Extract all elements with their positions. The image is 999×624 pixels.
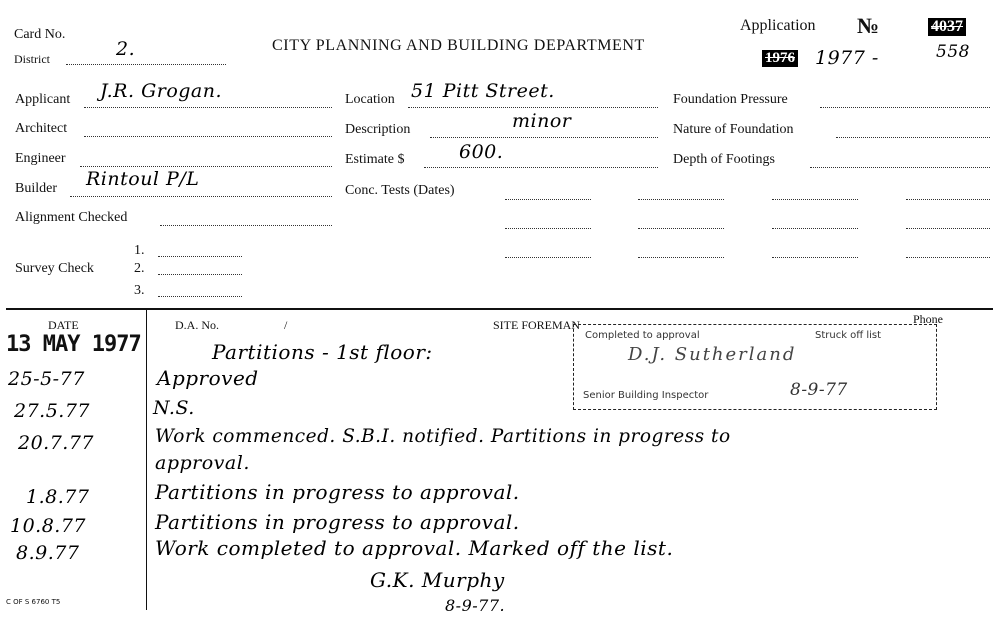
log-date: 13 MAY 1977 [6, 332, 141, 357]
foundation-pressure-label: Foundation Pressure [673, 92, 788, 107]
conc-blank [906, 199, 990, 200]
builder-line [70, 196, 332, 197]
conc-blank [638, 228, 724, 229]
stamp-line-struck: Struck off list [815, 330, 882, 341]
card-no-label: Card No. [14, 27, 66, 42]
builder-label: Builder [15, 181, 57, 196]
log-date: 27.5.77 [14, 400, 91, 422]
log-date: 8.9.77 [16, 542, 80, 564]
conc-blank [772, 228, 858, 229]
alignment-checked-label: Alignment Checked [15, 210, 128, 225]
stamp-line-inspector: Senior Building Inspector [583, 390, 709, 401]
log-entry: Partitions in progress to approval. [155, 480, 520, 504]
application-number: 558 [936, 42, 970, 62]
district-label: District [14, 52, 50, 66]
location-label: Location [345, 92, 395, 107]
da-no-header: D.A. No. [175, 318, 219, 332]
struck-year: 1976 [762, 50, 798, 67]
applicant-label: Applicant [15, 92, 71, 107]
conc-blank [638, 257, 724, 258]
estimate-label: Estimate $ [345, 152, 405, 167]
form-code: C OF S 6760 T5 [6, 598, 61, 606]
log-entry: Work commenced. S.B.I. notified. Partitions in progress to [155, 426, 731, 447]
description-line [430, 137, 658, 138]
application-label: Application [740, 17, 816, 34]
conc-blank [505, 199, 591, 200]
log-date: 1.8.77 [26, 486, 90, 508]
inspector-signature: G.K. Murphy [370, 568, 505, 592]
engineer-label: Engineer [15, 151, 66, 166]
engineer-line [80, 166, 332, 167]
survey-3-line [158, 296, 242, 297]
signature-date: 8-9-77. [445, 596, 506, 615]
conc-blank [906, 257, 990, 258]
section-divider [6, 308, 993, 310]
depth-of-footings-line [810, 167, 990, 168]
stamp-name: D.J. Sutherland [628, 344, 797, 365]
nature-of-foundation-label: Nature of Foundation [673, 122, 794, 137]
page-title: CITY PLANNING AND BUILDING DEPARTMENT [272, 37, 645, 54]
log-entry: Partitions - 1st floor: [212, 340, 433, 364]
description-label: Description [345, 122, 411, 137]
log-entry: approval. [155, 452, 250, 474]
survey-1-label: 1. [134, 243, 145, 258]
district-value: 2. [116, 38, 136, 60]
stamp-line-completed: Completed to approval [585, 330, 700, 341]
survey-1-line [158, 256, 242, 257]
district-dotted-line [66, 64, 226, 65]
conc-blank [638, 199, 724, 200]
phone-header: Phone [913, 312, 943, 326]
alignment-line [160, 225, 332, 226]
builder-value: Rintoul P/L [86, 168, 200, 190]
conc-blank [505, 257, 591, 258]
application-year: 1977 - [815, 47, 879, 69]
estimate-line [424, 167, 658, 168]
conc-blank [772, 199, 858, 200]
log-date: 25-5-77 [8, 368, 85, 390]
conc-tests-label: Conc. Tests (Dates) [345, 183, 455, 198]
survey-check-label: Survey Check [15, 261, 94, 276]
log-date: 20.7.77 [18, 432, 95, 454]
conc-blank [906, 228, 990, 229]
architect-line [84, 136, 332, 137]
location-value: 51 Pitt Street. [411, 80, 555, 102]
survey-2-label: 2. [134, 261, 145, 276]
survey-2-line [158, 274, 242, 275]
description-value: minor [512, 110, 572, 132]
log-entry: Partitions in progress to approval. [155, 510, 520, 534]
log-entry: N.S. [153, 397, 195, 419]
applicant-value: J.R. Grogan. [100, 80, 223, 102]
site-foreman-header: SITE FOREMAN [493, 318, 581, 332]
log-date: 10.8.77 [10, 515, 87, 537]
estimate-value: 600. [459, 141, 504, 163]
architect-label: Architect [15, 121, 68, 136]
survey-3-label: 3. [134, 283, 145, 298]
log-entry: Approved [157, 366, 259, 390]
number-symbol: № [857, 13, 880, 38]
foundation-pressure-line [820, 107, 990, 108]
conc-blank [505, 228, 591, 229]
date-column-rule [146, 310, 147, 610]
struck-application-number: 4037 [928, 18, 966, 36]
date-header: DATE [48, 318, 79, 332]
log-entry: Work completed to approval. Marked off the list. [155, 536, 674, 560]
applicant-line [84, 107, 332, 108]
location-line [408, 107, 658, 108]
da-no-slash: / [284, 318, 288, 332]
nature-of-foundation-line [836, 137, 990, 138]
stamp-date: 8-9-77 [790, 380, 848, 400]
conc-blank [772, 257, 858, 258]
depth-of-footings-label: Depth of Footings [673, 152, 775, 167]
